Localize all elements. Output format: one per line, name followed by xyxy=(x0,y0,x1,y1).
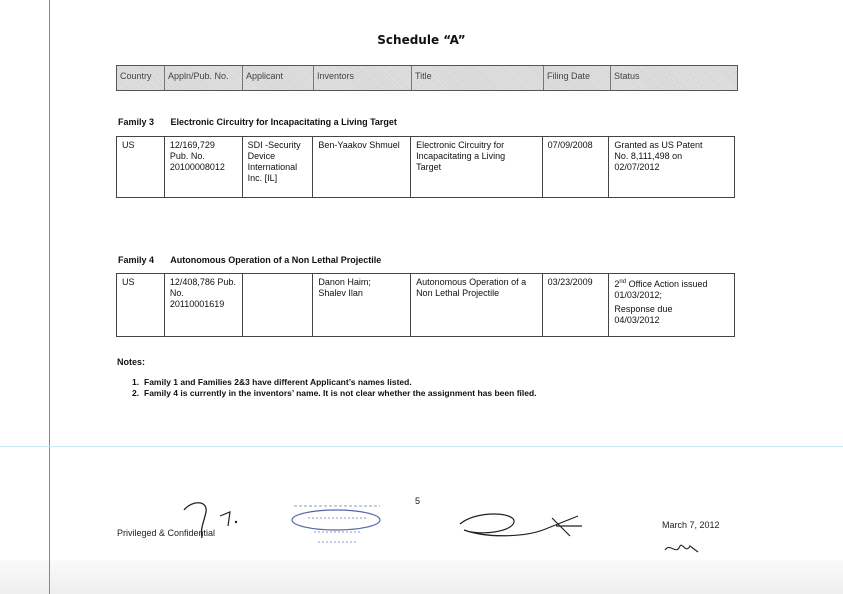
inventor-line: Danon Haim; xyxy=(318,277,371,287)
scan-shadow xyxy=(0,560,843,594)
cell-applicant xyxy=(243,137,314,197)
appln-line: 20100008012 xyxy=(169,162,225,172)
title-line: Electronic Circuitry for xyxy=(416,140,505,150)
appln-line: 12/408,786 Pub. xyxy=(169,277,236,287)
header-applicant: Applicant xyxy=(243,66,314,90)
confidential-label: Privileged & Confidential xyxy=(117,528,216,538)
page-title: Schedule “A” xyxy=(377,33,466,47)
family-title: Electronic Circuitry for Incapacitating a Living Target xyxy=(170,117,397,127)
appln-line: Pub. No. xyxy=(169,151,205,161)
note-text: Family 4 is currently in the inventors’ name. It is not clear whether the assignment has been filed. xyxy=(144,388,537,398)
applicant-line: Device xyxy=(247,151,276,161)
header-status: Status xyxy=(614,71,640,81)
note-number: 1. xyxy=(132,377,140,387)
status-text: Office Action issued xyxy=(626,279,708,289)
family-3-row xyxy=(116,136,735,198)
note-text: Family 1 and Families 2&3 have different Applicant’s names listed. xyxy=(144,377,412,387)
signature-mark xyxy=(456,508,586,542)
note-item xyxy=(132,388,537,399)
status-line xyxy=(614,277,729,290)
cell-inventors: Ben-Yaakov Shmuel xyxy=(313,137,411,197)
header-inventors: Inventors xyxy=(314,66,412,90)
header-country: Country xyxy=(117,66,165,90)
inventor-line: Shalev Ilan xyxy=(318,288,363,298)
applicant-line: SDI -Security xyxy=(247,140,301,150)
note-item xyxy=(132,377,537,388)
cell-status xyxy=(609,137,734,197)
document-date: March 7, 2012 xyxy=(662,520,720,530)
title-line: Target xyxy=(416,162,442,172)
cell-appln-no xyxy=(165,274,243,336)
page-number: 5 xyxy=(415,496,421,506)
title-line: Non Lethal Projectile xyxy=(416,288,500,298)
header-appln-no: Appln/Pub. No. xyxy=(165,66,243,90)
margin-rule xyxy=(49,0,50,594)
status-line: 04/03/2012 xyxy=(614,315,660,325)
cell-applicant xyxy=(243,274,314,336)
family-3-heading xyxy=(118,117,397,127)
status-line: 01/03/2012; xyxy=(614,290,662,300)
family-4-heading xyxy=(118,255,381,265)
status-line: Granted as US Patent xyxy=(614,140,703,150)
family-label: Family 4 xyxy=(118,255,155,265)
cell-filing-date: 07/09/2008 xyxy=(543,137,610,197)
cell-country: US xyxy=(117,137,165,197)
header-filing-date: Filing Date xyxy=(544,66,611,90)
header-title: Title xyxy=(412,66,544,90)
appln-line: No. xyxy=(169,288,184,298)
signature-mark xyxy=(178,498,248,544)
title-line: Autonomous Operation of a xyxy=(416,277,527,287)
status-line: Response due xyxy=(614,304,673,314)
cell-country: US xyxy=(117,274,165,336)
status-line: 02/07/2012 xyxy=(614,162,660,172)
status-ordinal-suffix: nd xyxy=(619,279,627,285)
notes-list xyxy=(132,377,537,399)
office-stamp-icon xyxy=(288,498,388,548)
cell-filing-date: 03/23/2009 xyxy=(543,274,610,336)
family-title: Autonomous Operation of a Non Lethal Projectile xyxy=(170,255,382,265)
title-line: Incapacitating a Living xyxy=(416,151,506,161)
applicant-line: Inc. [IL] xyxy=(247,173,278,183)
notes-heading: Notes: xyxy=(117,357,146,367)
applicant-line: International xyxy=(247,162,298,172)
status-line: No. 8,111,498 on xyxy=(614,151,683,161)
family-4-row xyxy=(116,273,735,337)
cell-title xyxy=(411,274,543,336)
appln-line: 20110001619 xyxy=(169,299,225,309)
schedule-header-row xyxy=(116,65,738,91)
initials-mark xyxy=(662,538,702,560)
cell-status xyxy=(609,274,734,336)
note-number: 2. xyxy=(132,388,140,398)
cell-title xyxy=(411,137,543,197)
scan-line xyxy=(0,446,843,447)
cell-inventors xyxy=(313,274,411,336)
cell-appln-no xyxy=(165,137,243,197)
status-ordinal: 2 xyxy=(614,279,620,289)
family-label: Family 3 xyxy=(118,117,155,127)
appln-line: 12/169,729 xyxy=(169,140,215,150)
